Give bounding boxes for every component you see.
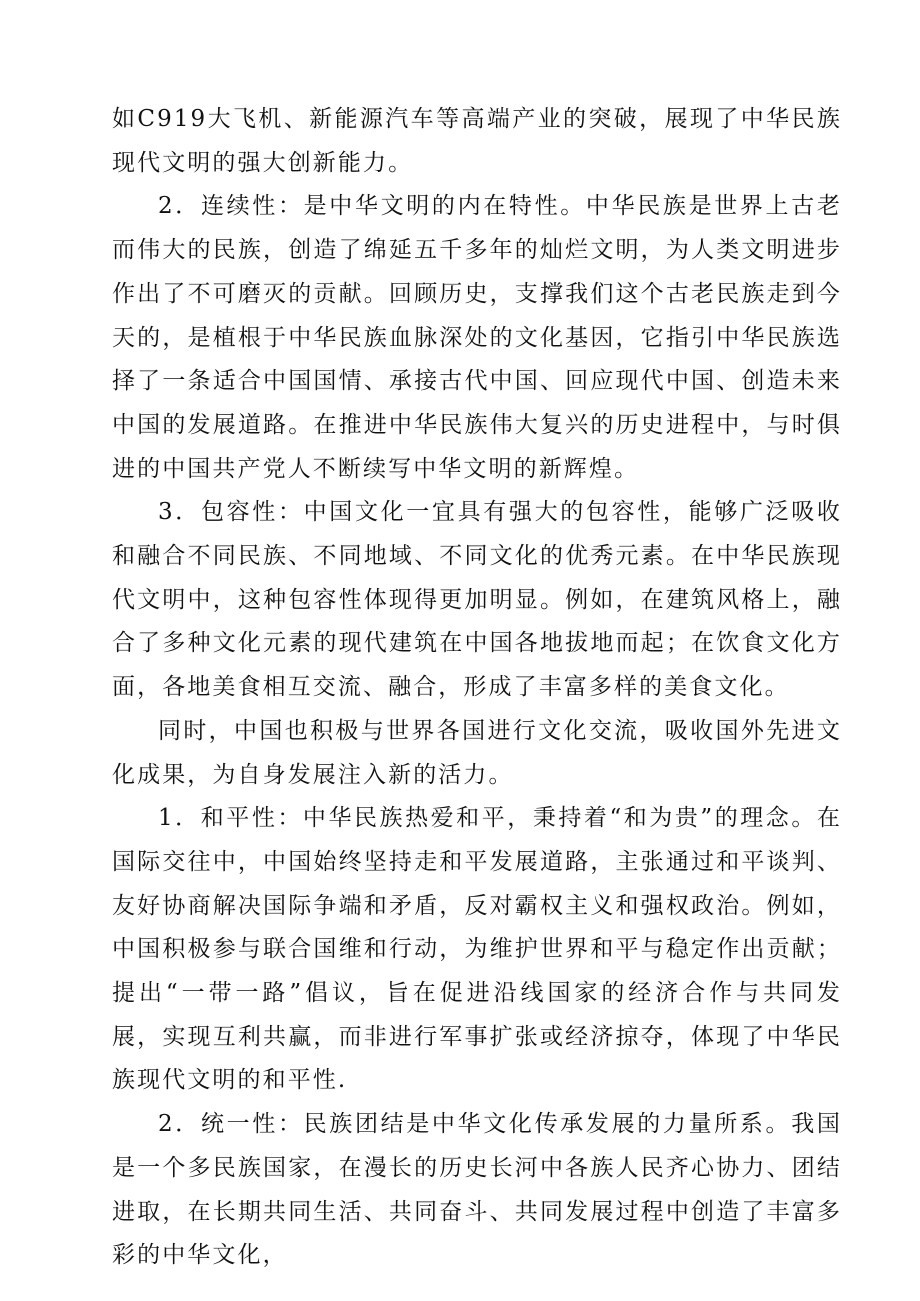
paragraph-continuity: 2．连续性：是中华文明的内在特性。中华民族是世界上古老而伟大的民族，创造了绵延五千多年的灿烂文明，为人类文明进步作出了不可磨灭的贡献。回顾历史，支撑我们这个古老民族走到今天的，是植根于中华民族血脉深处的文化基因，它指引中华民族选择了一条适合中国国情、承接古代中国、回应现代中国、创造未来中国的发展道路。在推进中华民族伟大复兴的历史进程中，与时俱进的中国共产党人不断续写中华文明的新辉煌。 (112, 193, 842, 482)
paragraph-continuation: 如C919大飞机、新能源汽车等高端产业的突破，展现了中华民族现代文明的强大创新能力。 (112, 106, 842, 176)
paragraph-unity: 2．统一性：民族团结是中华文化传承发展的力量所系。我国是一个多民族国家，在漫长的历史长河中各族人民齐心协力、团结进取，在长期共同生活、共同奋斗、共同发展过程中创造了丰富多彩的中华文化， (112, 1111, 842, 1269)
paragraph-peacefulness: 1．和平性：中华民族热爱和平，秉持着“和为贵”的理念。在国际交往中，中国始终坚持走和平发展道路，主张通过和平谈判、友好协商解决国际争端和矛盾，反对霸权主义和强权政治。例如，中国积极参与联合国维和行动，为维护世界和平与稳定作出贡献；提出“一带一路”倡议，旨在促进沿线国家的经济合作与共同发展，实现互利共赢，而非进行军事扩张或经济掠夺，体现了中华民族现代文明的和平性. (112, 805, 842, 1094)
paragraph-inclusiveness: 3．包容性：中国文化一宜具有强大的包容性，能够广泛吸收和融合不同民族、不同地域、不同文化的优秀元素。在中华民族现代文明中，这种包容性体现得更加明显。例如，在建筑风格上，融合了多种文化元素的现代建筑在中国各地拔地而起；在饮食文化方面，各地美食相互交流、融合，形成了丰富多样的美食文化。 (112, 499, 842, 701)
document-body (112, 98, 842, 1278)
paragraph-cultural-exchange: 同时，中国也积极与世界各国进行文化交流，吸收国外先进文化成果，为自身发展注入新的活力。 (112, 717, 842, 788)
